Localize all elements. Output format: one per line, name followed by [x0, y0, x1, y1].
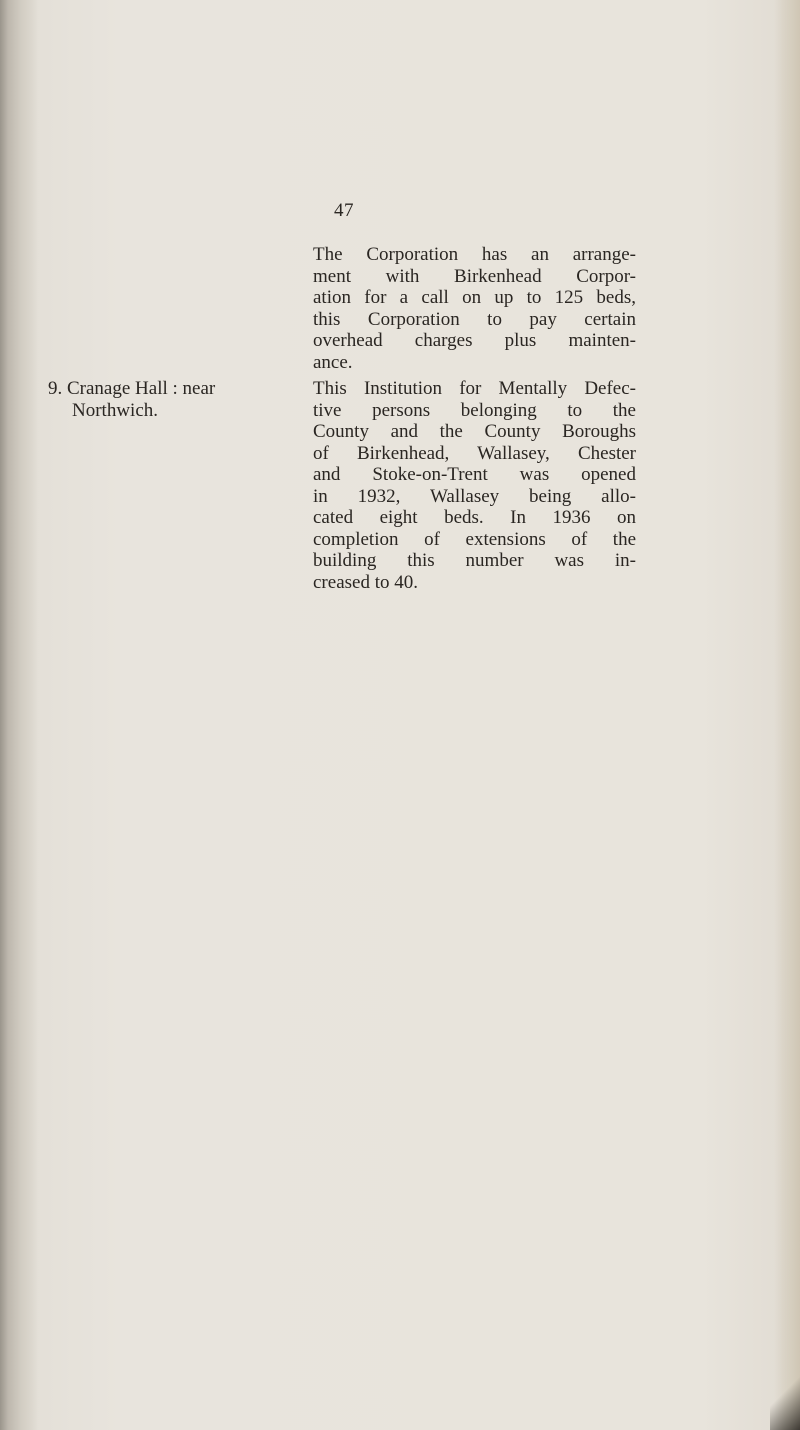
text-line: The Corporation has an arrange- [313, 244, 636, 265]
entry-label-cranage-hall [48, 378, 288, 421]
text-line: tive persons belonging to the [313, 399, 636, 421]
text-line: ation for a call on up to 125 beds, [313, 287, 636, 308]
text-line: ment with Birkenhead Corpor- [313, 265, 636, 287]
text-line: County and the County Boroughs [313, 421, 636, 442]
label-line: 9. Cranage Hall : near [48, 378, 216, 399]
text-line: creased to 40. [313, 571, 418, 593]
text-line: of Birkenhead, Wallasey, Chester [313, 442, 636, 464]
text-line: cated eight beds. In 1936 on [313, 507, 636, 528]
paragraph-cranage-hall [313, 378, 649, 593]
text-line: in 1932, Wallasey being allo- [313, 485, 636, 507]
page-corner-shadow [770, 1370, 800, 1430]
text-line: and Stoke-on-Trent was opened [313, 464, 636, 485]
text-line: this Corporation to pay certain [313, 308, 636, 330]
page-number: 47 [334, 200, 354, 221]
text-line: overhead charges plus mainten- [313, 330, 636, 351]
label-line: Northwich. [72, 399, 159, 421]
text-line: ance. [313, 351, 353, 373]
text-line: completion of extensions of the [313, 528, 636, 550]
page-edge-shadow [774, 0, 800, 1430]
text-line: building this number was in- [313, 550, 636, 571]
binding-shadow [0, 0, 38, 1430]
text-line: This Institution for Mentally Defec- [313, 378, 636, 399]
paragraph-corporation-arrangement [313, 244, 649, 373]
